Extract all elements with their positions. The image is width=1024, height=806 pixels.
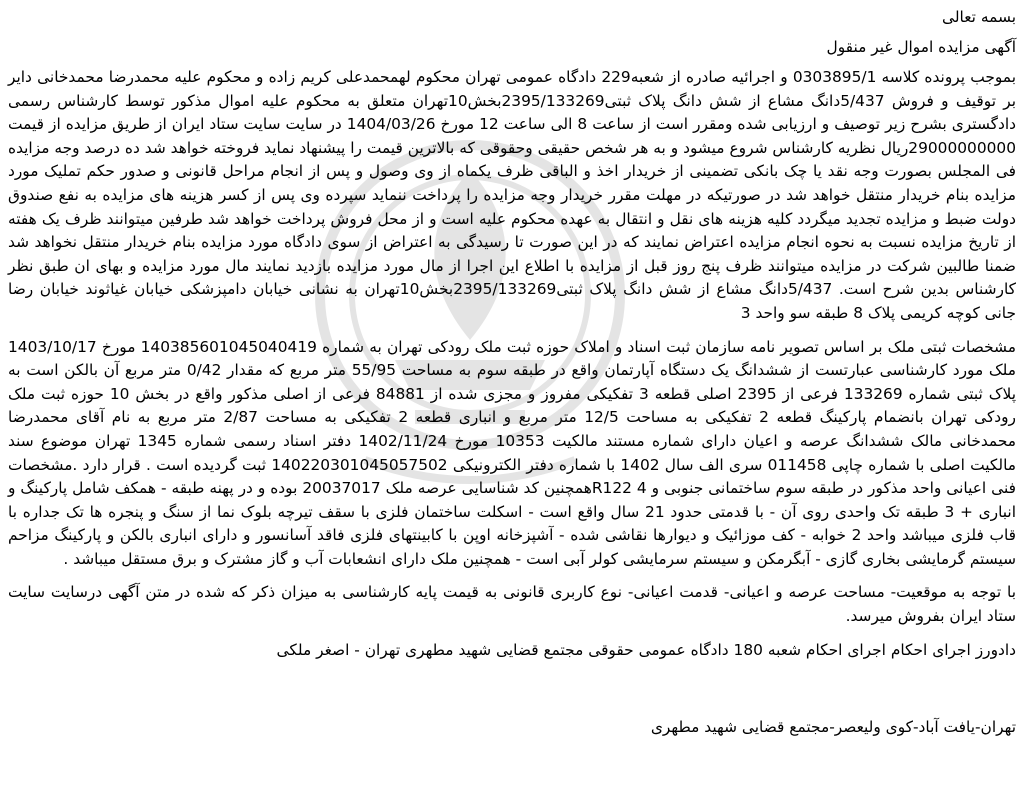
- footer-address: تهران-یافت آباد-کوی ولیعصر-مجتمع قضایی شهید مطهری: [650, 718, 1016, 737]
- notice-title: آگهی مزایده اموال غیر منقول: [826, 38, 1016, 56]
- opening-line: بسمه تعالی: [942, 8, 1016, 26]
- signature-line: دادورز اجرای احکام اجرای احکام شعبه 180 دادگاه عمومی حقوقی مجتمع قضایی شهید مطهری تهران - اصغر ملکی: [276, 640, 1016, 659]
- paragraph-property-details: مشخصات ثبتی ملک بر اساس تصویر نامه سازمان ثبت اسناد و املاک حوزه ثبت ملک رودکی تهران به شماره 140385601045040419 مورخ 1403/10/17 ملک مورد کارشناسی عبارتست از ششدانگ یک دستگاه آپارتمان واقع در طبقه سوم به مساحت 55/95 متر مربع که مقدار 0/42 متر مربع آن بالکن است به پلاک ثبتی شماره 133269 فرعی از 2395 اصلی قطعه 3 تفکیکی مفروز و مجزی شده از 84881 فرعی از اصلی مذکور واقع در بخش 10 حوزه ثبت ملک رودکی تهران بانضمام پارکینگ قطعه 2 تفکیکی به مساحت 12/5 متر مربع و انباری قطعه 2 تفکیکی به مساحت 2/87 متر مربع به نام آقای محمدرضا محمدخانی مالک ششدانگ عرصه و اعیان دارای شماره مستند مالکیت 10353 مورخ 1402/11/24 دفتر اسناد رسمی شماره 1345 تهران موضوع سند مالکیت اصلی با شماره چاپی 011458 سری الف سال 1402 با شماره دفتر الکترونیکی 140220301045057502 ثبت گردیده است . قرار دارد .مشخصات فنی اعیانی واحد مذکور در طبقه سوم ساختمانی جنوبی و R122 4همچنین کد شناسایی عرصه ملک 20037017 بوده و در پهنه طبقه - همکف شامل پارکینگ و انباری + 3 طبقه تک واحدی روی آن - با قدمتی حدود 21 سال واقع است - اسکلت ساختمان فلزی با سقف تیرچه بلوک نما از سنگ و پنجره ها تک جداره با قاب فلزی میباشد واحد 2 خوابه - کف موزائیک و دیوارها نقاشی شده - آشپزخانه اوپن با کابینتهای فلزی فاقد آسانسور و دارای انباری بالکن و پارکینگ مزاحم سیستم گرمایشی بخاری گازی - آبگرمکن و سیستم سرمایشی کولر آبی است - همچنین ملک دارای انشعابات آب و گاز مشترک و برق مستقل میباشد .: [8, 337, 1017, 568]
- paragraph-sale-basis: با توجه به موقعیت- مساحت عرصه و اعیانی- قدمت اعیانی- نوع کاربری قانونی به قیمت پایه کارشناسی به میزان ذکر که شده در متن آگهی درسایت سایت ستاد ایران بفروش میرسد.: [8, 583, 1016, 626]
- paragraph-auction-terms: بموجب پرونده کلاسه 0303895/1 و اجرائیه صادره از شعبه229 دادگاه عمومی تهران محکوم لهمحمدعلی کریم زاده و محکوم علیه محمدرضا محمدخانی دایر بر توقیف و فروش 5/437دانگ مشاع از شش دانگ پلاک ثبتی2395/133269بخش10تهران متعلق به محکوم علیه اموال مذکور توسط کارشناس رسمی دادگستری بشرح زیر توصیف و ارزیابی شده ومقرر است از ساعت 8 الی ساعت 12 مورخ 1404/03/26 در سایت سایت ستاد ایران از طریق مزایده از قیمت 29000000000ریال نظریه کارشناس شروع میشود و به هر شخص حقیقی وحقوقی که بالاترین قیمت را پیشنهاد نماید فروخته خواهد شد ده درصد وجه مزایده فی المجلس بصورت وجه نقد یا چک بانکی تضمینی از خریدار اخذ و الباقی ظرف یکماه از وی وصول و پس از انجام مراحل قانونی و صدور حکم تملیک مورد مزایده بنام خریدار منتقل خواهد شد در صورتیکه در مهلت مقرر خریدار وجه مزایده را پرداخت ننماید سپرده وی پس از کسر هزینه های مزایده به نفع صندوق دولت ضبط و مزایده تجدید میگردد کلیه هزینه های نقل و انتقال به عهده محکوم علیه است و از محل فروش پرداخت خواهد شد طرفین میتوانند ظرف یک هفته از تاریخ مزایده نسبت به نحوه انجام مزایده اعتراض نمایند که در این صورت تا رسیدگی به اعتراض از سوی دادگاه مورد مزایده بنام خریدار منتقل نخواهد شد ضمنا طالبین شرکت در مزایده میتوانند ظرف پنج روز قبل از مزایده با اطلاع این اجرا از مال مورد مزایده بازدید نمایند مال مورد مزایده و بهای ان طبق نظر کارشناس بدین شرح است. 5/437دانگ مشاع از شش دانگ پلاک ثبتی2395/133269بخش10تهران به نشانی خیابان دامپزشکی خیابان غیاثوند خیابان رضا جانی کوچه کریمی پلاک 8 طبقه سو واحد 3: [8, 68, 1017, 322]
